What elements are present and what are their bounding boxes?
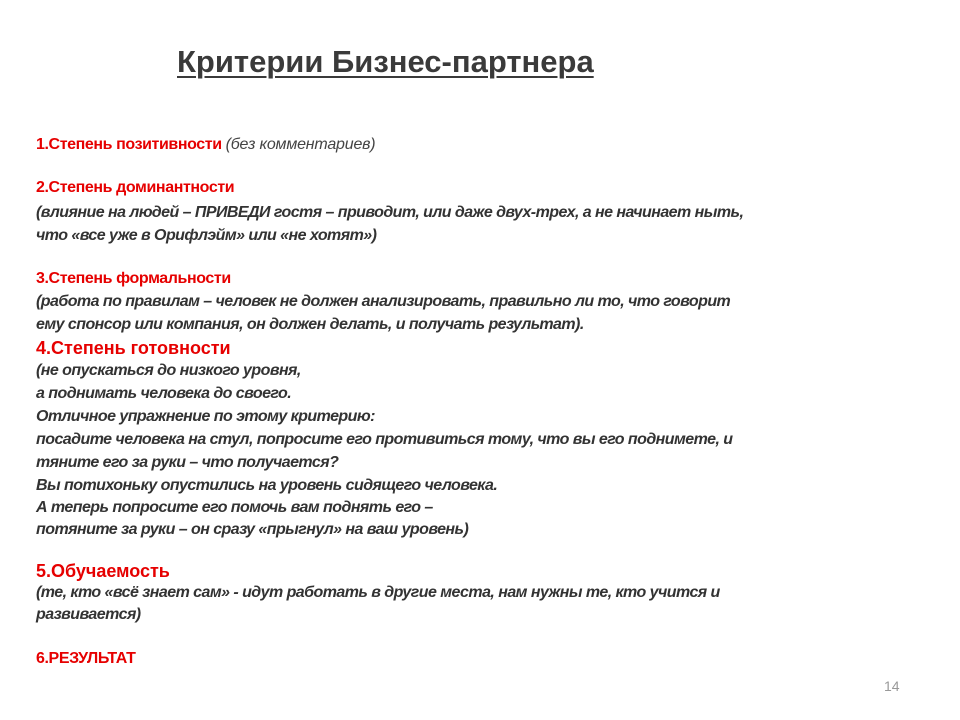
criterion-heading: 3.Степень формальности bbox=[36, 270, 231, 287]
criterion-text: А теперь попросите его помочь вам поднять его – bbox=[36, 499, 433, 516]
slide-title: Критерии Бизнес-партнера bbox=[177, 44, 594, 79]
criterion-text: Отличное упражнение по этому критерию: bbox=[36, 408, 375, 425]
criterion-text: посадите человека на стул, попросите его противиться тому, что вы его поднимете, и bbox=[36, 431, 733, 448]
criterion-1 bbox=[36, 135, 375, 155]
page-number: 14 bbox=[884, 678, 900, 694]
criterion-heading: 4.Степень готовности bbox=[36, 338, 231, 358]
criterion-heading: 5.Обучаемость bbox=[36, 561, 170, 581]
criterion-text: (влияние на людей – ПРИВЕДИ гостя – приводит, или даже двух-трех, а не начинает ныть, bbox=[36, 204, 744, 221]
criterion-heading: 2.Степень доминантности bbox=[36, 179, 235, 196]
criterion-text: потяните за руки – он сразу «прыгнул» на ваш уровень) bbox=[36, 521, 469, 538]
criterion-heading: 1.Степень позитивности bbox=[36, 136, 222, 153]
criterion-text: а поднимать человека до своего. bbox=[36, 385, 292, 402]
criterion-text: (не опускаться до низкого уровня, bbox=[36, 362, 301, 379]
criterion-text: (работа по правилам – человек не должен анализировать, правильно ли то, что говорит bbox=[36, 293, 731, 310]
criterion-text: Вы потихоньку опустились на уровень сидящего человека. bbox=[36, 477, 498, 494]
criterion-heading: 6.РЕЗУЛЬТАТ bbox=[36, 650, 136, 667]
criterion-text: тяните его за руки – что получается? bbox=[36, 454, 339, 471]
criterion-text: развивается) bbox=[36, 606, 141, 623]
criterion-text: ему спонсор или компания, он должен делать, и получать результат). bbox=[36, 316, 584, 333]
criterion-text: (те, кто «всё знает сам» - идут работать в другие места, нам нужны те, кто учится и bbox=[36, 584, 720, 601]
criterion-note: (без комментариев) bbox=[225, 136, 376, 153]
criterion-text: что «все уже в Орифлэйм» или «не хотят») bbox=[36, 227, 377, 244]
